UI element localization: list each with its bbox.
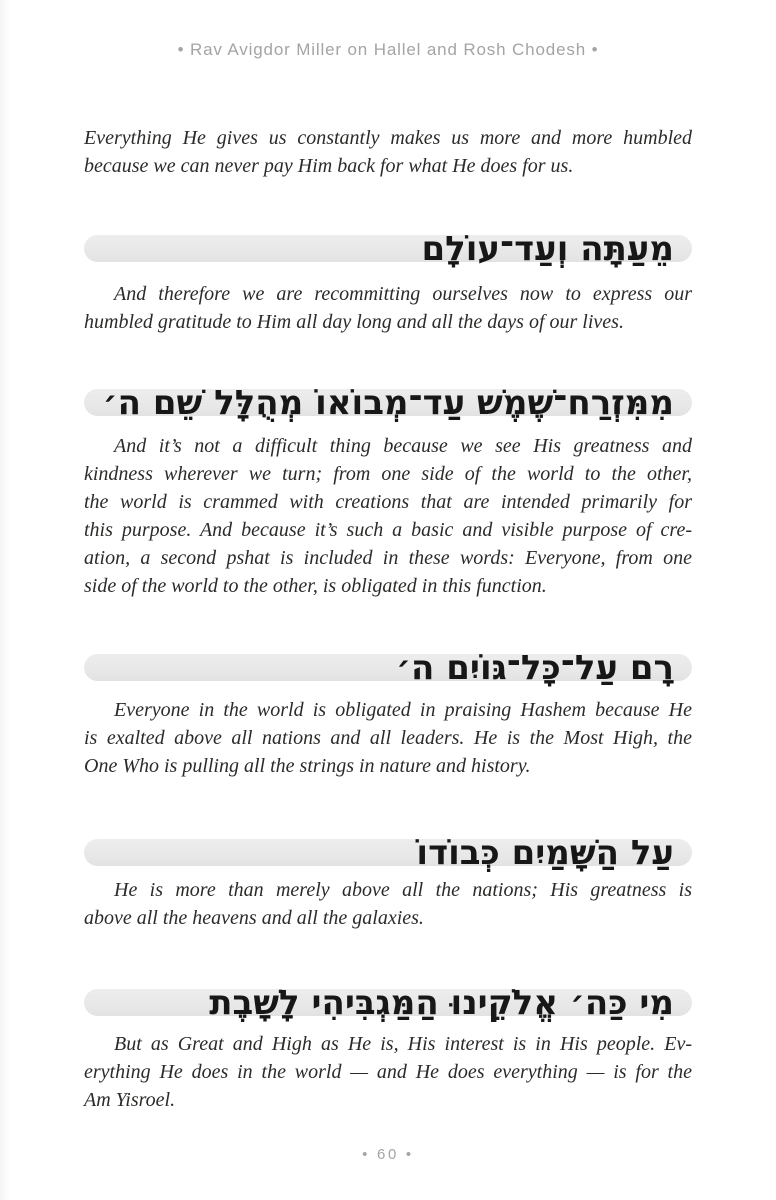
text-line: And therefore we are recommitting ourselves now to express our bbox=[114, 283, 692, 305]
hebrew-verse-text: מֵעַתָּה וְעַד־עוֹלָם bbox=[421, 229, 674, 269]
hebrew-verse-text: מִי כַּה׳ אֱלֹקֵינוּ הַמַּגְבִּיהִי לָשָׁבֶת bbox=[209, 983, 674, 1023]
body-paragraph-2 bbox=[84, 280, 692, 336]
text-line: Am Yisroel. bbox=[84, 1089, 176, 1111]
body-paragraph-5 bbox=[84, 876, 692, 932]
hebrew-heading-4 bbox=[84, 814, 692, 873]
text-line: One Who is pulling all the strings in nature and history. bbox=[84, 755, 531, 777]
text-line: But as Great and High as He is, His interest is in His people. Ev- bbox=[114, 1033, 692, 1055]
body-paragraph-4 bbox=[84, 696, 692, 780]
text-line: He is more than merely above all the nations; His greatness is bbox=[114, 879, 692, 901]
page-number: • 60 • bbox=[362, 1146, 414, 1163]
hebrew-heading-1 bbox=[84, 210, 692, 269]
text-line: Everything He gives us constantly makes us more and more humbled bbox=[84, 127, 692, 149]
text-line: above all the heavens and all the galaxies. bbox=[84, 907, 424, 929]
text-line: erything He does in the world — and He does everything — is for the bbox=[84, 1061, 692, 1083]
hebrew-verse-text: רָם עַל־כָּל־גּוֹיִם ה׳ bbox=[395, 648, 674, 688]
hebrew-heading-2 bbox=[84, 364, 692, 423]
text-line: kindness wherever we turn; from one side of the world to the other, bbox=[84, 463, 692, 485]
text-line: is exalted above all nations and all leaders. He is the Most High, the bbox=[84, 727, 692, 749]
text-line: ation, a second pshat is included in these words: Everyone, from one bbox=[84, 547, 692, 569]
text-line: side of the world to the other, is obligated in this function. bbox=[84, 575, 547, 597]
hebrew-verse-text: עַל הַשָּׁמַיִם כְּבוֹדוֹ bbox=[416, 833, 674, 873]
text-line: Everyone in the world is obligated in praising Hashem because He bbox=[114, 699, 692, 721]
text-line: because we can never pay Him back for what He does for us. bbox=[84, 155, 574, 177]
body-paragraph-6 bbox=[84, 1030, 692, 1114]
running-header: • Rav Avigdor Miller on Hallel and Rosh Chodesh • bbox=[177, 40, 599, 59]
text-line: And it’s not a difficult thing because we see His greatness and bbox=[114, 435, 692, 457]
text-line: this purpose. And because it’s such a basic and visible purpose of cre- bbox=[84, 519, 692, 541]
text-line: humbled gratitude to Him all day long and all the days of our lives. bbox=[84, 311, 624, 333]
hebrew-verse-text: מִמִּזְרַח־שֶׁמֶשׁ עַד־מְבוֹאוֹ מְהֻלָּל שֵׁם ה׳ bbox=[102, 383, 674, 423]
body-paragraph-1 bbox=[84, 124, 692, 180]
body-paragraph-3 bbox=[84, 432, 692, 600]
hebrew-heading-5 bbox=[84, 964, 692, 1023]
hebrew-heading-3 bbox=[84, 629, 692, 688]
text-line: the world is crammed with creations that are intended primarily for bbox=[84, 491, 692, 513]
